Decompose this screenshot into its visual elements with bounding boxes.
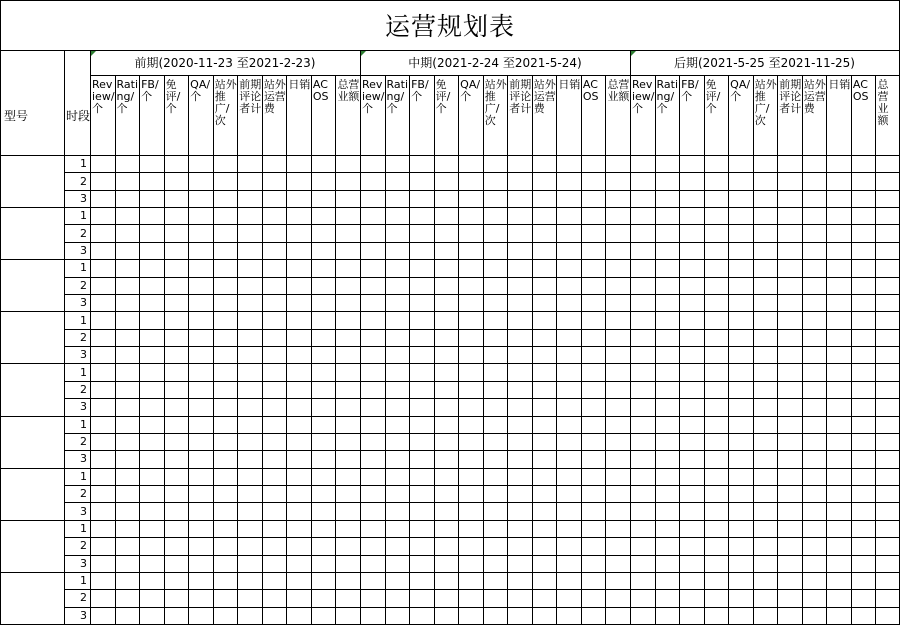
column-header: 前期评论者计 — [509, 79, 532, 115]
row-line — [64, 242, 900, 243]
col-line — [409, 75, 410, 624]
row-number: 2 — [80, 330, 87, 344]
row-line — [0, 520, 900, 521]
phase-header: 前期(2020-11-23 至2021-2-23) — [134, 56, 316, 70]
column-header: 日销 — [828, 79, 851, 91]
row-number: 3 — [80, 244, 87, 258]
row-number: 1 — [80, 313, 87, 327]
col-line — [532, 75, 533, 624]
column-header: 日销 — [288, 79, 311, 91]
row-line — [64, 450, 900, 451]
row-line — [64, 433, 900, 434]
row-line — [64, 502, 900, 503]
col-line — [483, 75, 484, 624]
row-number: 2 — [80, 174, 87, 188]
row-line — [64, 277, 900, 278]
column-header: 站外运营费 — [533, 79, 556, 115]
col-line — [237, 75, 238, 624]
col-line — [139, 75, 140, 624]
col-line — [385, 75, 386, 624]
column-header: QA/个 — [460, 79, 481, 103]
row-line — [0, 572, 900, 573]
row-number: 1 — [80, 261, 87, 275]
row-number: 3 — [80, 348, 87, 362]
column-header: 前期评论者计 — [239, 79, 262, 115]
column-header: FB/个 — [411, 79, 429, 103]
column-header: Review/个 — [361, 79, 385, 115]
border-top — [0, 0, 900, 1]
column-header: 日销 — [558, 79, 581, 91]
row-line — [64, 172, 900, 173]
col-line — [605, 75, 606, 624]
col-line — [581, 75, 582, 624]
column-header: 总营业额 — [337, 79, 360, 103]
col-line — [704, 75, 705, 624]
col-line — [777, 75, 778, 624]
row-number: 2 — [80, 382, 87, 396]
cell-comment-marker — [631, 51, 636, 56]
column-header: 总营业额 — [607, 79, 630, 103]
row-number: 1 — [80, 521, 87, 535]
row-line — [64, 537, 900, 538]
row-line — [64, 346, 900, 347]
column-header: 站外推广/次 — [754, 79, 777, 127]
column-header: ACOS — [312, 79, 329, 103]
border-bottom — [0, 624, 900, 625]
row-line — [64, 398, 900, 399]
border-left — [0, 0, 1, 624]
phase-header: 后期(2021-5-25 至2021-11-25) — [673, 56, 855, 70]
row-line — [64, 329, 900, 330]
row-line — [64, 224, 900, 225]
cell-comment-marker — [91, 51, 96, 56]
row-line — [64, 381, 900, 382]
sheet-title: 运营规划表 — [384, 12, 515, 41]
phase-divider — [90, 75, 900, 76]
column-header: 站外推广/次 — [484, 79, 507, 127]
row-number: 3 — [80, 191, 87, 205]
column-header: 总营业额 — [877, 79, 889, 127]
row-line — [0, 311, 900, 312]
row-number: 3 — [80, 296, 87, 310]
row-line — [64, 190, 900, 191]
column-header: 前期评论者计 — [779, 79, 802, 115]
column-header: 免评/个 — [435, 79, 451, 115]
row-number: 1 — [80, 157, 87, 171]
row-line — [0, 416, 900, 417]
row-number: 2 — [80, 539, 87, 553]
column-header: QA/个 — [730, 79, 751, 103]
col-line — [286, 75, 287, 624]
row-number: 3 — [80, 400, 87, 414]
row-number: 2 — [80, 591, 87, 605]
column-header: 站外推广/次 — [214, 79, 237, 127]
row-number: 2 — [80, 487, 87, 501]
col-line — [728, 75, 729, 624]
row-number: 1 — [80, 209, 87, 223]
row-line — [64, 485, 900, 486]
row-line — [0, 468, 900, 469]
row-number: 1 — [80, 469, 87, 483]
row-line — [0, 259, 900, 260]
column-header: 站外运营费 — [263, 79, 286, 115]
col-line — [802, 75, 803, 624]
col-line — [655, 75, 656, 624]
model-header: 型号 — [4, 108, 29, 123]
row-number: 1 — [80, 574, 87, 588]
col-line — [851, 75, 852, 624]
col-line — [164, 75, 165, 624]
col-line — [875, 75, 876, 624]
column-header: Review/个 — [631, 79, 655, 115]
col-line — [311, 75, 312, 624]
col-line — [826, 75, 827, 624]
col-line — [753, 75, 754, 624]
row-line — [64, 294, 900, 295]
row-number: 1 — [80, 365, 87, 379]
row-number: 1 — [80, 417, 87, 431]
column-header: Review/个 — [92, 79, 115, 115]
row-line — [0, 207, 900, 208]
col-line — [213, 75, 214, 624]
row-number: 3 — [80, 556, 87, 570]
period-header: 时段 — [66, 108, 91, 123]
row-number: 3 — [80, 504, 87, 518]
column-header: 免评/个 — [165, 79, 181, 115]
col-line — [458, 75, 459, 624]
col-line — [556, 75, 557, 624]
column-header: 站外运营费 — [803, 79, 826, 115]
col-line — [115, 75, 116, 624]
col-line — [507, 75, 508, 624]
column-header: FB/个 — [141, 79, 159, 103]
column-header: Rating/个 — [656, 79, 679, 115]
row-line — [64, 607, 900, 608]
col-line — [434, 75, 435, 624]
column-header: Rating/个 — [116, 79, 139, 115]
column-header: QA/个 — [190, 79, 211, 103]
column-header: Rating/个 — [386, 79, 409, 115]
col-line — [188, 75, 189, 624]
column-header: FB/个 — [681, 79, 699, 103]
row-line — [0, 363, 900, 364]
row-number: 3 — [80, 452, 87, 466]
column-header: ACOS — [852, 79, 869, 103]
row-number: 3 — [80, 608, 87, 622]
row-line — [64, 589, 900, 590]
cell-comment-marker — [361, 51, 366, 56]
phase-header: 中期(2021-2-24 至2021-5-24) — [408, 56, 582, 70]
column-header: ACOS — [582, 79, 599, 103]
row-line — [64, 555, 900, 556]
row-number: 2 — [80, 278, 87, 292]
row-number: 2 — [80, 435, 87, 449]
header-divider — [0, 155, 900, 156]
col-line — [262, 75, 263, 624]
col-line — [335, 75, 336, 624]
col-line — [679, 75, 680, 624]
row-number: 2 — [80, 226, 87, 240]
column-header: 免评/个 — [705, 79, 721, 115]
